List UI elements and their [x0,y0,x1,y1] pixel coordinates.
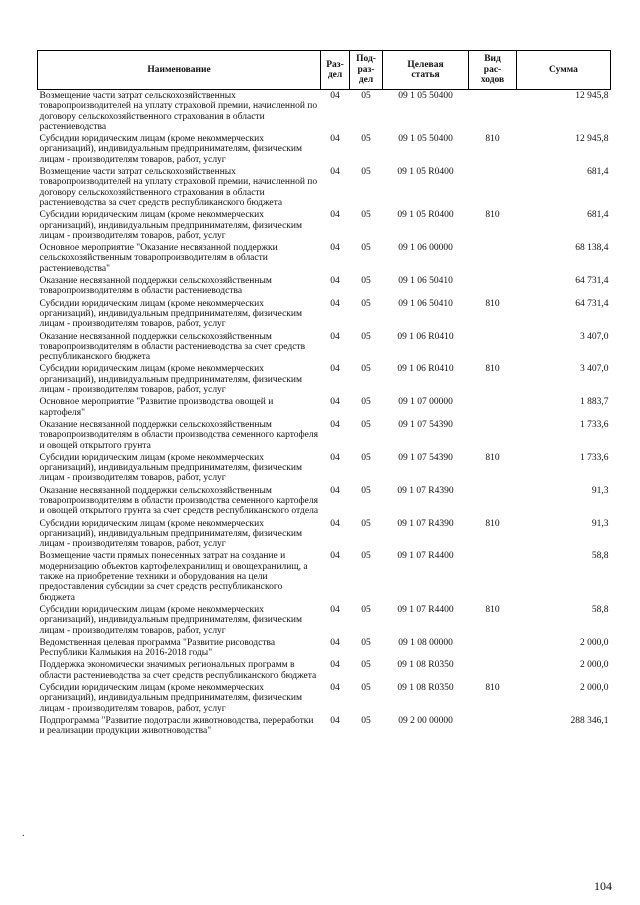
table-row [38,298,611,331]
row-name: Возмещение части затрат сельскохозяйственных товаропроизводителей на уплату страховой премии, начисленной по договору сельскохозяйственного страхования в области растениеводства [39,91,318,132]
table-row [38,659,611,682]
table-row [38,715,611,738]
row-expense-type: 810 [485,210,500,221]
table-row [38,604,611,637]
row-name: Основное мероприятие "Развитие производства овощей и картофеля" [39,397,274,418]
row-expense-type [469,166,517,209]
row-target: 09 2 00 00000 [398,715,453,726]
row-name: Основное мероприятие "Оказание несвязанной поддержки сельскохозяйственным товаропроизводителям в области растениеводства" [39,243,278,274]
row-target: 09 1 07 54390 [398,419,453,430]
row-expense-type [469,659,517,682]
row-expense-type [469,419,517,452]
row-amount: 2 000,0 [580,637,609,648]
row-name: Субсидии юридическим лицам (кроме некоммерческих организаций), индивидуальным предпринимателям, физическим лицам - производителям товаров, работ, услуг [39,210,302,241]
row-expense-type [469,396,517,419]
row-target: 09 1 07 00000 [398,397,453,408]
table-row [38,485,611,518]
row-expense-type [469,637,517,660]
row-section: 04 [330,637,340,648]
table-row [38,133,611,166]
row-expense-type: 810 [485,452,500,463]
row-section: 04 [330,298,340,309]
row-target: 09 1 08 00000 [398,637,453,648]
row-subsection: 05 [361,452,371,463]
row-subsection: 05 [361,551,371,562]
row-section: 04 [330,331,340,342]
row-name: Оказание несвязанной поддержки сельскохозяйственным товаропроизводителям в области производства семенного картофеля и овощей открытого грунта за счет средств республиканского отдела [39,485,319,517]
row-name: Субсидии юридическим лицам (кроме некоммерческих организаций), индивидуальным предпринимателям, физическим лицам - производителям товаров, работ, услуг [39,683,302,714]
table-row [38,452,611,485]
row-section: 04 [330,243,340,254]
row-subsection: 05 [361,167,371,178]
row-subsection: 05 [361,637,371,648]
row-amount: 91,3 [591,485,609,496]
row-target: 09 1 05 R0400 [397,167,454,178]
row-section: 04 [330,210,340,221]
row-expense-type: 810 [485,518,500,529]
row-target: 09 1 06 50410 [398,298,453,309]
row-name: Субсидии юридическим лицам (кроме некоммерческих организаций), индивидуальным предпринимателям, физическим лицам - производителям товаров, работ, услуг [39,518,302,550]
row-amount: 1 883,7 [580,397,609,408]
row-section: 04 [330,604,340,615]
row-target: 09 1 05 50400 [398,134,453,145]
row-target: 09 1 07 R4390 [397,485,454,496]
row-section: 04 [330,276,340,287]
row-target: 09 1 06 50410 [398,276,453,287]
row-target: 09 1 07 R4400 [397,551,454,562]
table-row [38,550,611,603]
row-target: 09 1 05 50400 [398,91,453,101]
row-section: 04 [330,715,340,726]
row-name: Возмещение части прямых понесенных затрат на создание и модернизацию объектов картофелехранилищ и овощехранилищ, а также на приобретение техники и оборудования на цели предоставления субсидии за счет средств республиканского бюджета [39,551,308,603]
row-target: 09 1 07 R4390 [397,518,454,529]
row-section: 04 [330,452,340,463]
row-subsection: 05 [361,331,371,342]
table-row [38,242,611,275]
row-subsection: 05 [361,364,371,375]
row-subsection: 05 [361,210,371,221]
header-target: Целевая статья [383,51,469,90]
row-section: 04 [330,660,340,671]
row-amount: 3 407,0 [580,364,609,375]
table-row [38,682,611,715]
row-name: Оказание несвязанной поддержки сельскохозяйственным товаропроизводителям в области растениеводства [39,276,272,297]
row-amount: 681,4 [587,167,609,178]
row-target: 09 1 07 R4400 [397,604,454,615]
row-section: 04 [330,683,340,694]
row-section: 04 [330,91,340,101]
row-name: Подпрограмма "Развитие подотрасли животноводства, переработки и реализации продукции животноводства" [39,715,314,737]
row-section: 04 [330,397,340,408]
table-header-row [38,51,611,90]
row-section: 04 [330,485,340,496]
row-subsection: 05 [361,91,371,101]
row-amount: 91,3 [591,518,609,529]
row-name: Поддержка экономически значимых региональных программ в области растениеводства за счет средств республиканского бюджета [39,660,317,681]
row-expense-type [469,550,517,603]
row-section: 04 [330,551,340,562]
row-expense-type: 810 [485,683,500,694]
row-expense-type: 810 [485,134,500,145]
table-row [38,637,611,660]
row-amount: 58,8 [591,604,609,615]
row-target: 09 1 06 R0410 [397,364,454,375]
row-expense-type [469,715,517,738]
row-amount: 64 731,4 [575,298,609,309]
row-name: Субсидии юридическим лицам (кроме некоммерческих организаций), индивидуальным предпринимателям, физическим лицам - производителям товаров, работ, услуг [39,298,302,330]
row-name: Субсидии юридическим лицам (кроме некоммерческих организаций), индивидуальным предпринимателям, физическим лицам - производителям товаров, работ, услуг [39,364,302,396]
row-name: Возмещение части затрат сельскохозяйственных товаропроизводителей на уплату страховой премии, начисленной по договору сельскохозяйственного страхования в области растениеводства за счет средств республиканского бюджета [39,167,318,208]
row-amount: 288 346,1 [570,715,609,726]
table-body [38,90,611,738]
row-amount: 2 000,0 [580,683,609,694]
row-subsection: 05 [361,715,371,726]
table-row [38,396,611,419]
row-subsection: 05 [361,419,371,430]
row-target: 09 1 05 R0400 [397,210,454,221]
header-amount: Сумма [517,51,611,90]
row-expense-type: 810 [485,364,500,375]
row-subsection: 05 [361,660,371,671]
row-amount: 2 000,0 [580,660,609,671]
row-amount: 68 138,4 [575,243,609,254]
row-expense-type [469,242,517,275]
row-section: 04 [330,134,340,145]
row-subsection: 05 [361,243,371,254]
table-row [38,419,611,452]
header-subsection: Под- раз- дел [350,51,383,90]
row-name: Субсидии юридическим лицам (кроме некоммерческих организаций), индивидуальным предпринимателям, физическим лицам - производителям товаров, работ, услуг [39,134,302,165]
row-name: Субсидии юридическим лицам (кроме некоммерческих организаций), индивидуальным предпринимателям, физическим лицам - производителям товаров, работ, услуг [39,604,302,636]
table-row [38,209,611,242]
row-expense-type [469,485,517,518]
row-subsection: 05 [361,518,371,529]
row-amount: 1 733,6 [580,452,609,463]
table-row [38,275,611,298]
table-row [38,331,611,364]
row-expense-type [469,331,517,364]
row-amount: 1 733,6 [580,419,609,430]
table-row [38,166,611,209]
row-name: Ведомственная целевая программа "Развитие рисоводства Республики Калмыкия на 2016-2018 годы" [39,637,276,659]
row-amount: 64 731,4 [575,276,609,287]
row-amount: 58,8 [591,551,609,562]
header-name: Наименование [38,51,321,90]
table-row [38,90,611,134]
row-subsection: 05 [361,276,371,287]
row-expense-type: 810 [485,298,500,309]
budget-table [37,50,611,738]
header-section: Раз- дел [321,51,350,90]
row-name: Оказание несвязанной поддержки сельскохозяйственным товаропроизводителям в области растениеводства за счет средств республиканского бюджета [39,331,306,363]
row-subsection: 05 [361,397,371,408]
row-subsection: 05 [361,683,371,694]
row-name: Субсидии юридическим лицам (кроме некоммерческих организаций), индивидуальным предпринимателям, физическим лицам - производителям товаров, работ, услуг [39,452,302,484]
row-target: 09 1 07 54390 [398,452,453,463]
row-expense-type [469,275,517,298]
stray-mark: . [22,828,25,839]
header-expense-type: Вид рас- ходов [469,51,517,90]
row-amount: 12 945,8 [575,91,609,101]
row-section: 04 [330,364,340,375]
row-target: 09 1 06 R0410 [397,331,454,342]
row-expense-type [469,90,517,134]
row-target: 09 1 06 00000 [398,243,453,254]
table-row [38,363,611,396]
row-expense-type: 810 [485,604,500,615]
page-number: 104 [594,879,612,893]
row-name: Оказание несвязанной поддержки сельскохозяйственным товаропроизводителям в области производства семенного картофеля и овощей открытого грунта [39,419,318,451]
row-subsection: 05 [361,298,371,309]
row-amount: 681,4 [587,210,609,221]
row-amount: 12 945,8 [575,134,609,145]
row-target: 09 1 08 R0350 [397,683,454,694]
row-subsection: 05 [361,604,371,615]
row-amount: 3 407,0 [580,331,609,342]
row-subsection: 05 [361,134,371,145]
row-section: 04 [330,167,340,178]
row-target: 09 1 08 R0350 [397,660,454,671]
table-row [38,518,611,551]
row-subsection: 05 [361,485,371,496]
row-section: 04 [330,518,340,529]
row-section: 04 [330,419,340,430]
